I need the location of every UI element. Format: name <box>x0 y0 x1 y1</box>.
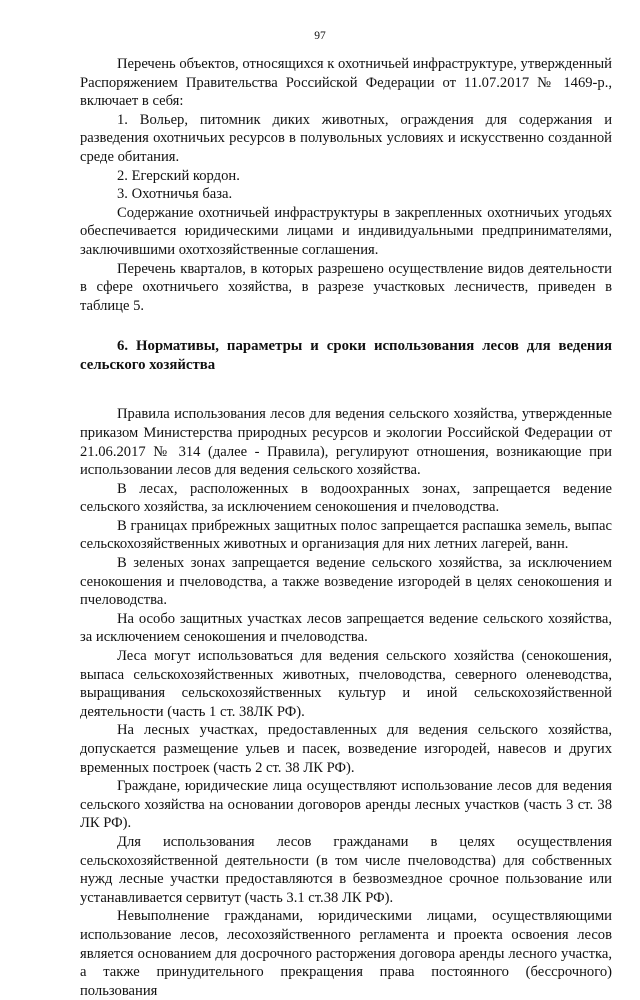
infrastructure-item-3: 3. Охотничья база. <box>117 186 233 203</box>
infrastructure-maintenance: Содержание охотничьей инфраструктуры в закрепленных охотничьих угодьях обеспечивается юридическими лицами и индивидуальными предпринимателями, заключившими охотхозяйственные соглашения. <box>80 204 612 258</box>
section-6-paragraph: Граждане, юридические лица осуществляют использование лесов для ведения сельского хозяйства на основании договоров аренды лесных участков (часть 3 ст. 38 ЛК РФ). <box>80 778 612 832</box>
section-6-paragraph: Леса могут использоваться для ведения сельского хозяйства (сенокошения, выпаса сельскохозяйственных животных, пчеловодства, северного оленеводства, выращивания сельскохозяйственных культур и иной сельскохозяйственной деятельности (часть 1 ст. 38ЛК РФ). <box>80 648 612 720</box>
quarters-reference: Перечень кварталов, в которых разрешено осуществление видов деятельности в сфере охотничьего хозяйства, в разрезе участковых лесничеств, приведен в таблице 5. <box>80 260 612 314</box>
section-6-title: 6. Нормативы, параметры и сроки использования лесов для ведения сельского хозяйства <box>80 338 612 374</box>
document-body <box>80 55 612 1000</box>
section-6-paragraph: В лесах, расположенных в водоохранных зонах, запрещается ведение сельского хозяйства, за исключением сенокошения и пчеловодства. <box>80 480 612 516</box>
section-6-paragraph: В границах прибрежных защитных полос запрещается распашка земель, выпас сельскохозяйственных животных и организация для них летних лагерей, ванн. <box>80 517 612 553</box>
infrastructure-item-1: 1. Вольер, питомник диких животных, ограждения для содержания и разведения охотничьих ресурсов в полувольных условиях и искусственно созданной среде обитания. <box>80 111 612 165</box>
section-6-paragraph: Правила использования лесов для ведения сельского хозяйства, утвержденные приказом Министерства природных ресурсов и экологии Российской Федерации от 21.06.2017 № 314 (далее - Правила), регулируют отношения, возникающие при использовании лесов для ведения сельского хозяйства. <box>80 406 612 479</box>
section-6-paragraph: В зеленых зонах запрещается ведение сельского хозяйства, за исключением сенокошения и пчеловодства, а также возведение изгородей в целях сенокошения и пчеловодства. <box>80 555 612 609</box>
section-6-paragraph: Для использования лесов гражданами в целях осуществления сельскохозяйственной деятельности (в том числе пчеловодства) для собственных нужд лесные участки предоставляются в безвозмездное срочное пользование или устанавливается сервитут (часть 3.1 ст.38 ЛК РФ). <box>80 833 612 906</box>
section-6-paragraph: Невыполнение гражданами, юридическими лицами, осуществляющими использование лесов, лесохозяйственного регламента и проекта освоения лесов является основанием для досрочного расторжения договора аренды лесного участка, а также принудительного прекращения права постоянного (бессрочного) пользования <box>80 908 612 999</box>
section-6-paragraph: На лесных участках, предоставленных для ведения сельского хозяйства, допускается размещение ульев и пасек, возведение изгородей, навесов и других временных построек (часть 2 ст. 38 ЛК РФ). <box>80 722 612 776</box>
infrastructure-intro: Перечень объектов, относящихся к охотничьей инфраструктуре, утвержденный Распоряжением Правительства Российской Федерации от 11.07.2017 № 1469-р., включает в себя: <box>80 56 612 110</box>
page-number: 97 <box>314 30 326 42</box>
infrastructure-item-2: 2. Егерский кордон. <box>117 167 240 184</box>
section-6-paragraph: На особо защитных участках лесов запрещается ведение сельского хозяйства, за исключением сенокошения и пчеловодства. <box>80 610 612 646</box>
